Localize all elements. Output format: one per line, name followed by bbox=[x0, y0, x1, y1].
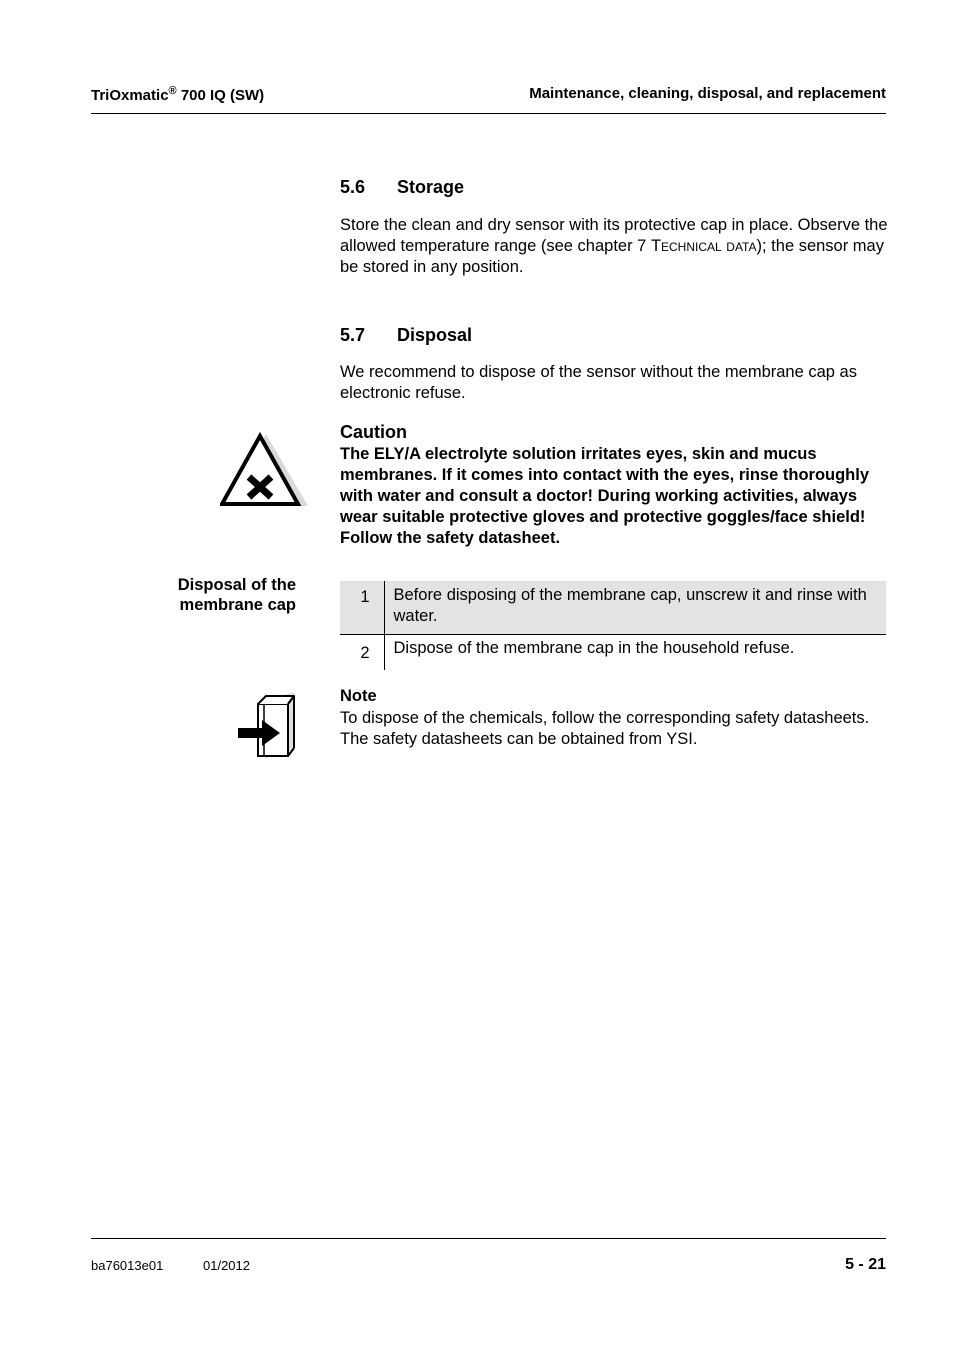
step-row bbox=[340, 635, 886, 671]
section-heading-storage: 5.6 Storage bbox=[340, 177, 465, 197]
step-row bbox=[340, 581, 886, 635]
footer-doc-id: ba76013e01 bbox=[91, 1258, 164, 1273]
steps-table bbox=[340, 581, 886, 670]
running-header-product: TriOxmatic® 700 IQ (SW) bbox=[91, 85, 265, 104]
step-number: 1 bbox=[340, 581, 384, 635]
book-reference-icon bbox=[236, 692, 298, 762]
section-heading-disposal: 5.7 Disposal bbox=[340, 325, 473, 345]
running-header-chapter: Maintenance, cleaning, disposal, and replacement bbox=[529, 85, 886, 102]
note-text: To dispose of the chemicals, follow the corresponding safety datasheets. The safety datasheets can be obtained from YSI. bbox=[340, 709, 870, 748]
chapter-reference: Technical data bbox=[650, 237, 757, 255]
note-heading: Note bbox=[340, 687, 377, 705]
caution-heading: Caution bbox=[340, 422, 407, 442]
footer-date: 01/2012 bbox=[203, 1258, 250, 1273]
membrane-cap-side-label: Disposal of the membrane cap bbox=[177, 576, 296, 614]
step-text: Before disposing of the membrane cap, unscrew it and rinse with water. bbox=[384, 581, 886, 635]
header-rule bbox=[91, 113, 886, 114]
storage-paragraph: Store the clean and dry sensor with its protective cap in place. Observe the allowed temperature range (see chapter 7 Technical data); the sensor may be stored in any position. bbox=[340, 216, 888, 276]
irritant-warning-icon bbox=[220, 430, 308, 510]
footer-rule bbox=[91, 1238, 886, 1239]
caution-text: The ELY/A electrolyte solution irritates eyes, skin and mucus membranes. If it comes into contact with the eyes, rinse thoroughly with water and consult a doctor! During working activities, always wear suitable protective gloves and protective goggles/face shield! Follow the safety datasheet. bbox=[340, 445, 870, 547]
page-number: 5 - 21 bbox=[845, 1256, 886, 1273]
disposal-paragraph: We recommend to dispose of the sensor without the membrane cap as electronic refuse. bbox=[340, 363, 857, 402]
step-number: 2 bbox=[340, 635, 384, 671]
step-text: Dispose of the membrane cap in the household refuse. bbox=[393, 639, 795, 657]
